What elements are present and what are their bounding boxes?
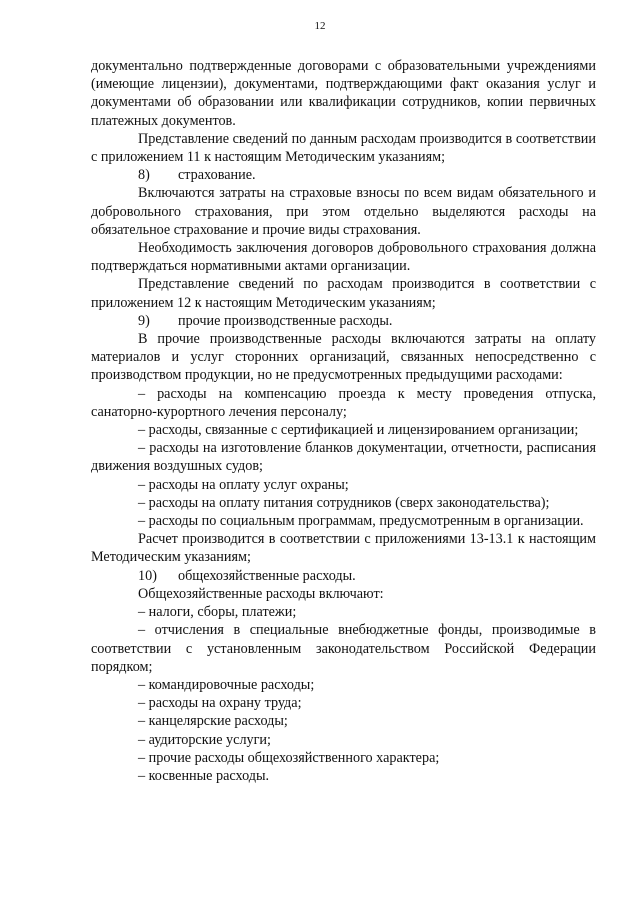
item-title: прочие производственные расходы. [178,312,393,329]
paragraph: В прочие производственные расходы включаются затраты на оплату материалов и услуг сторонних организаций, связанных непосредственно с производством продукции, но не предусмотренных предыдущими расходами: [91,331,596,384]
list-item: – расходы на охрану труда; [138,695,302,712]
list-item: – косвенные расходы. [138,767,270,784]
paragraph: Включаются затраты на страховые взносы по всем видам обязательного и добровольного страхования, при этом отдельно выделяются расходы на обязательное страхование и прочие виды страхования. [91,185,596,238]
numbered-item [91,166,596,184]
item-number: 9) [138,312,150,329]
item-title: страхование. [178,167,256,184]
list-item: – аудиторские услуги; [138,731,271,748]
paragraph: Представление сведений по данным расходам производится в соответствии с приложением 11 к настоящим Методическим указаниям; [91,130,596,166]
item-title: общехозяйственные расходы. [178,567,356,584]
list-item: – командировочные расходы; [138,676,315,693]
paragraph: Представление сведений по расходам производится в соответствии с приложением 12 к настоящим Методическим указаниям; [91,276,596,311]
numbered-item [91,567,596,585]
item-number: 10) [138,567,157,584]
list-item: – налоги, сборы, платежи; [138,604,297,621]
list-item: – расходы на оплату услуг охраны; [138,476,349,493]
list-item: – расходы по социальным программам, предусмотренным в организации. [138,513,584,530]
list-item: – расходы на компенсацию проезда к месту проведения отпуска, санаторно-курортного лечения персоналу; [91,385,596,420]
numbered-item [91,312,596,330]
document-body [91,57,596,785]
item-number: 8) [138,167,150,184]
list-item: – прочие расходы общехозяйственного характера; [138,749,440,766]
paragraph-continuation: документально подтвержденные договорами с образовательными учреждениями (имеющие лицензии), документами, подтверждающими факт оказания услуг и документами об образовании или квалификации сотрудников, копии первичных платежных документов. [91,58,596,129]
list-item: – канцелярские расходы; [138,713,288,730]
list-item: – отчисления в специальные внебюджетные фонды, производимые в соответствии с установленным законодательством Российской Федерации порядком; [91,622,596,675]
list-item: – расходы на изготовление бланков документации, отчетности, расписания движения воздушных судов; [91,440,596,475]
list-item: – расходы, связанные с сертификацией и лицензированием организации; [138,422,579,439]
paragraph: Общехозяйственные расходы включают: [138,585,384,602]
list-item: – расходы на оплату питания сотрудников (сверх законодательства); [138,494,550,511]
page-number: 12 [314,20,326,32]
paragraph: Необходимость заключения договоров добровольного страхования должна подтверждаться нормативными актами организации. [91,240,596,275]
paragraph: Расчет производится в соответствии с приложениями 13-13.1 к настоящим Методическим указаниям; [91,531,596,566]
